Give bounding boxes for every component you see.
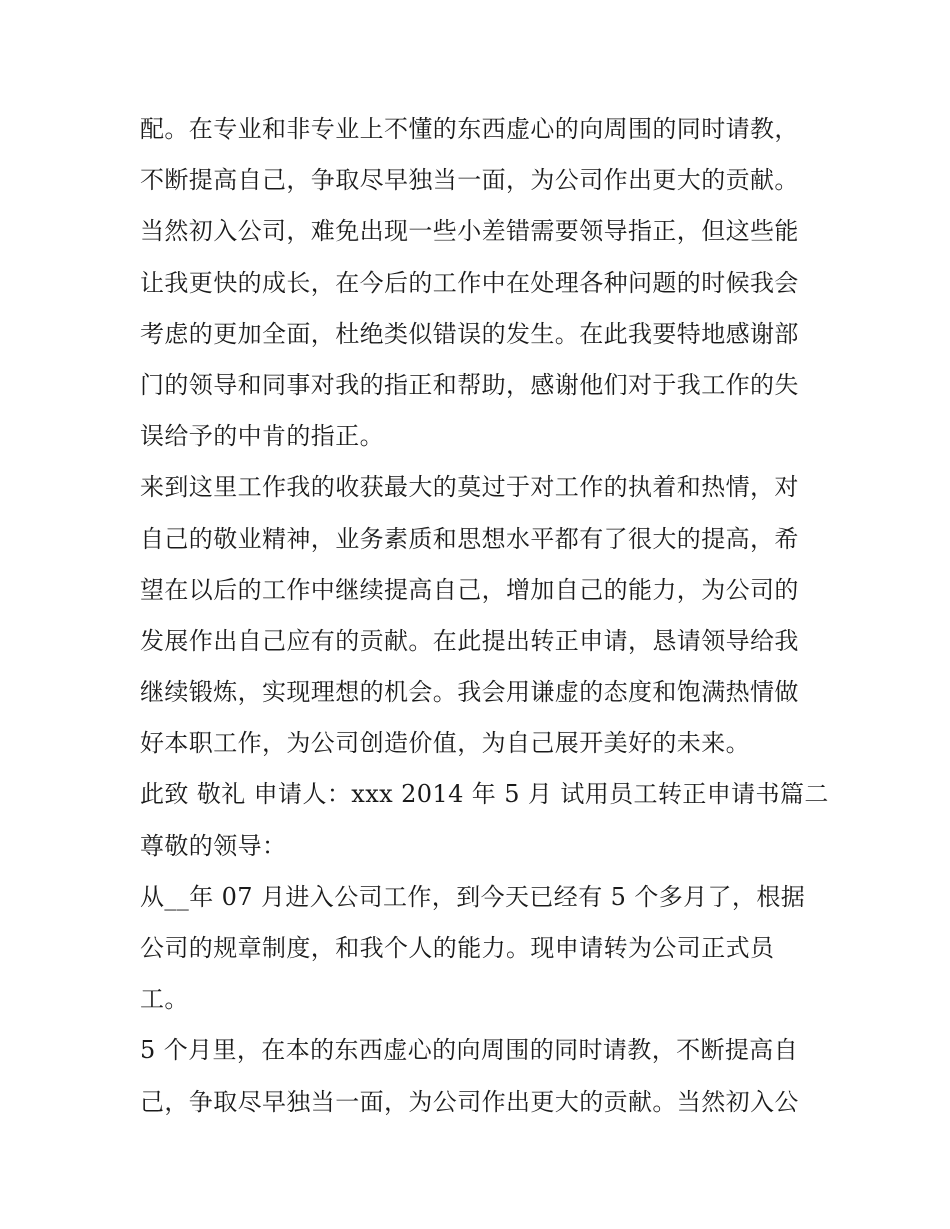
text-line: 望在以后的工作中继续提高自己，增加自己的能力，为公司的 [140,575,799,604]
text-line: 5 个月里，在本的东西虚心的向周围的同时请教，不断提高自 [140,1036,799,1065]
text-line: 当然初入公司，难免出现一些小差错需要领导指正，但这些能 [140,217,799,246]
text-line: 门的领导和同事对我的指正和帮助，感谢他们对于我工作的失 [140,370,799,399]
text-line: 此致 敬礼 申请人：xxx 2014 年 5 月 试用员工转正申请书篇二 [140,780,829,809]
text-line: 己，争取尽早独当一面，为公司作出更大的贡献。当然初入公 [140,1087,799,1116]
text-line: 从__年 07 月进入公司工作，到今天已经有 5 个多月了，根据 [140,882,806,911]
text-line: 自己的敬业精神，业务素质和思想水平都有了很大的提高，希 [140,524,799,553]
text-line: 配。在专业和非专业上不懂的东西虚心的向周围的同时请教， [140,115,799,143]
text-line: 来到这里工作我的收获最大的莫过于对工作的执着和热情，对 [140,473,799,502]
text-line: 发展作出自己应有的贡献。在此提出转正申请，恳请领导给我 [140,626,799,655]
text-line: 让我更快的成长，在今后的工作中在处理各种问题的时候我会 [140,268,799,297]
text-line: 误给予的中肯的指正。 [140,422,384,451]
document-body [140,104,829,1128]
text-line: 好本职工作，为公司创造价值，为自己展开美好的未来。 [140,729,750,758]
text-line: 继续锻炼，实现理想的机会。我会用谦虚的态度和饱满热情做 [140,678,799,707]
text-line: 公司的规章制度，和我个人的能力。现申请转为公司正式员 [140,934,775,962]
text-line: 尊敬的领导： [140,831,287,860]
text-line: 工。 [140,985,189,1014]
text-line: 考虑的更加全面，杜绝类似错误的发生。在此我要特地感谢部 [140,319,799,348]
text-line: 不断提高自己，争取尽早独当一面，为公司作出更大的贡献。 [140,166,799,195]
